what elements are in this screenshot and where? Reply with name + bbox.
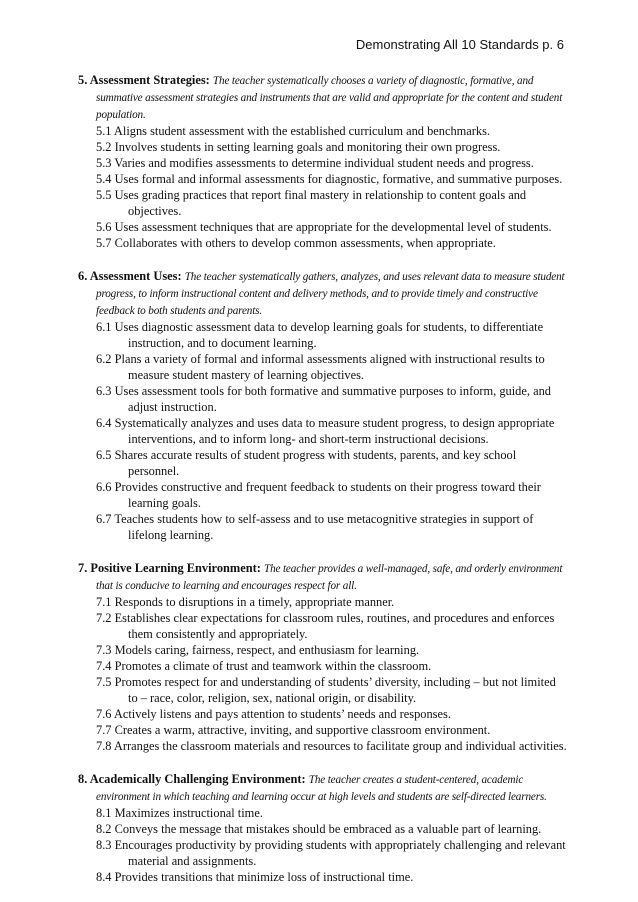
indicator-item (96, 187, 568, 219)
indicator-text: Conveys the message that mistakes should be embraced as a valuable part of learning. (114, 822, 542, 836)
indicator-text: Models caring, fairness, respect, and enthusiasm for learning. (114, 643, 420, 657)
indicator-item (96, 171, 568, 187)
indicator-text: Uses grading practices that report final mastery in relationship to content goals and objectives. (114, 188, 527, 218)
indicator-item (96, 642, 568, 658)
indicator-item (96, 219, 568, 235)
indicator-text: Aligns student assessment with the established curriculum and benchmarks. (113, 124, 491, 138)
indicator-item (96, 610, 568, 642)
indicator-text: Maximizes instructional time. (114, 806, 263, 820)
indicator-item (96, 447, 568, 479)
indicator-text: Promotes a climate of trust and teamwork within the classroom. (114, 659, 432, 673)
indicator-item (96, 658, 568, 674)
indicator-text: Collaborates with others to develop common assessments, when appropriate. (114, 236, 496, 250)
indicator-number: 7.5 (96, 675, 112, 689)
indicator-number: 7.4 (96, 659, 112, 673)
indicator-number: 8.2 (96, 822, 112, 836)
indicator-number: 6.4 (96, 416, 112, 430)
standard-title: 8. Academically Challenging Environment: (78, 772, 306, 786)
indicator-text: Uses assessment tools for both formative and summative purposes to inform, guide, and adjust instruction. (114, 384, 551, 414)
page-header: Demonstrating All 10 Standards p. 6 (355, 37, 564, 52)
indicator-item (96, 837, 568, 869)
indicator-number: 6.6 (96, 480, 112, 494)
indicator-text: Responds to disruptions in a timely, appropriate manner. (114, 595, 395, 609)
indicator-text: Creates a warm, attractive, inviting, and supportive classroom environment. (114, 723, 491, 737)
standard-intro (78, 771, 568, 805)
indicator-item (96, 805, 568, 821)
indicator-number: 7.3 (96, 643, 112, 657)
indicator-text: Promotes respect for and understanding of students’ diversity, including – but not limited to – race, color, religion, sex, national origin, or disability. (114, 675, 556, 705)
indicator-text: Varies and modifies assessments to determine individual student needs and progress. (114, 156, 534, 170)
indicator-text: Provides transitions that minimize loss of instructional time. (114, 870, 414, 884)
indicator-text: Arranges the classroom materials and resources to facilitate group and individual activities. (113, 739, 567, 753)
indicator-item (96, 139, 568, 155)
indicator-number: 8.3 (96, 838, 112, 852)
indicator-number: 7.8 (96, 739, 112, 753)
indicator-number: 6.2 (96, 352, 112, 366)
standard-intro (78, 560, 568, 594)
indicator-number: 7.6 (96, 707, 112, 721)
indicator-item (96, 594, 568, 610)
indicator-text: Plans a variety of formal and informal assessments aligned with instructional results to measure student mastery of learning objectives. (114, 352, 545, 382)
indicator-number: 5.5 (96, 188, 112, 202)
indicator-item (96, 351, 568, 383)
standard-intro (78, 72, 568, 123)
standard-section (78, 72, 568, 251)
indicator-item (96, 415, 568, 447)
indicator-number: 8.4 (96, 870, 112, 884)
standard-section (78, 771, 568, 885)
indicator-text: Uses formal and informal assessments for diagnostic, formative, and summative purposes. (114, 172, 563, 186)
indicator-text: Establishes clear expectations for classroom rules, routines, and procedures and enforces them consistently and appropriately. (114, 611, 555, 641)
indicator-item (96, 722, 568, 738)
indicator-item (96, 123, 568, 139)
indicator-number: 6.7 (96, 512, 112, 526)
indicator-number: 7.1 (96, 595, 112, 609)
indicator-text: Uses assessment techniques that are appropriate for the developmental level of students. (114, 220, 552, 234)
standard-description: The teacher systematically chooses a variety of diagnostic, formative, and summative assessment strategies and instruments that are valid and appropriate for the content and student population. (96, 75, 563, 121)
indicator-number: 5.1 (96, 124, 112, 138)
standard-section (78, 268, 568, 543)
standard-section (78, 560, 568, 754)
standard-title: 7. Positive Learning Environment: (78, 561, 261, 575)
indicator-number: 5.4 (96, 172, 112, 186)
indicator-item (96, 511, 568, 543)
indicator-number: 6.1 (96, 320, 112, 334)
indicator-number: 7.2 (96, 611, 112, 625)
indicator-number: 5.2 (96, 140, 112, 154)
indicator-number: 8.1 (96, 806, 112, 820)
indicator-item (96, 155, 568, 171)
indicator-item (96, 869, 568, 885)
indicator-item (96, 479, 568, 511)
indicator-item (96, 674, 568, 706)
document-body (78, 72, 568, 902)
indicator-item (96, 235, 568, 251)
indicator-item (96, 738, 568, 754)
indicator-text: Uses diagnostic assessment data to develop learning goals for students, to differentiate instruction, and to document learning. (114, 320, 544, 350)
indicator-number: 5.6 (96, 220, 112, 234)
standard-description: The teacher creates a student-centered, academic environment in which teaching and learning occur at high levels and students are self-directed learners. (96, 774, 547, 803)
standard-description: The teacher systematically gathers, analyzes, and uses relevant data to measure student progress, to inform instructional content and delivery methods, and to provide timely and constructive feedback to both students and parents. (96, 271, 565, 317)
indicator-item (96, 319, 568, 351)
standard-description: The teacher provides a well-managed, safe, and orderly environment that is conducive to learning and encourages respect for all. (96, 563, 563, 592)
indicator-number: 7.7 (96, 723, 112, 737)
indicator-text: Provides constructive and frequent feedback to students on their progress toward their learning goals. (114, 480, 541, 510)
indicator-text: Systematically analyzes and uses data to measure student progress, to design appropriate interventions, and to inform long- and short-term instructional decisions. (114, 416, 555, 446)
indicator-number: 6.3 (96, 384, 112, 398)
indicator-item (96, 821, 568, 837)
indicator-item (96, 706, 568, 722)
indicator-text: Actively listens and pays attention to students’ needs and responses. (113, 707, 451, 721)
standard-intro (78, 268, 568, 319)
indicator-item (96, 383, 568, 415)
indicator-text: Teaches students how to self-assess and to use metacognitive strategies in support of lifelong learning. (114, 512, 534, 542)
indicator-number: 5.3 (96, 156, 112, 170)
indicator-number: 6.5 (96, 448, 112, 462)
standard-title: 6. Assessment Uses: (78, 269, 182, 283)
indicator-text: Involves students in setting learning goals and monitoring their own progress. (114, 140, 501, 154)
indicator-text: Encourages productivity by providing students with appropriately challenging and relevant material and assignments. (114, 838, 566, 868)
standard-title: 5. Assessment Strategies: (78, 73, 210, 87)
indicator-text: Shares accurate results of student progress with students, parents, and key school personnel. (114, 448, 517, 478)
indicator-number: 5.7 (96, 236, 112, 250)
